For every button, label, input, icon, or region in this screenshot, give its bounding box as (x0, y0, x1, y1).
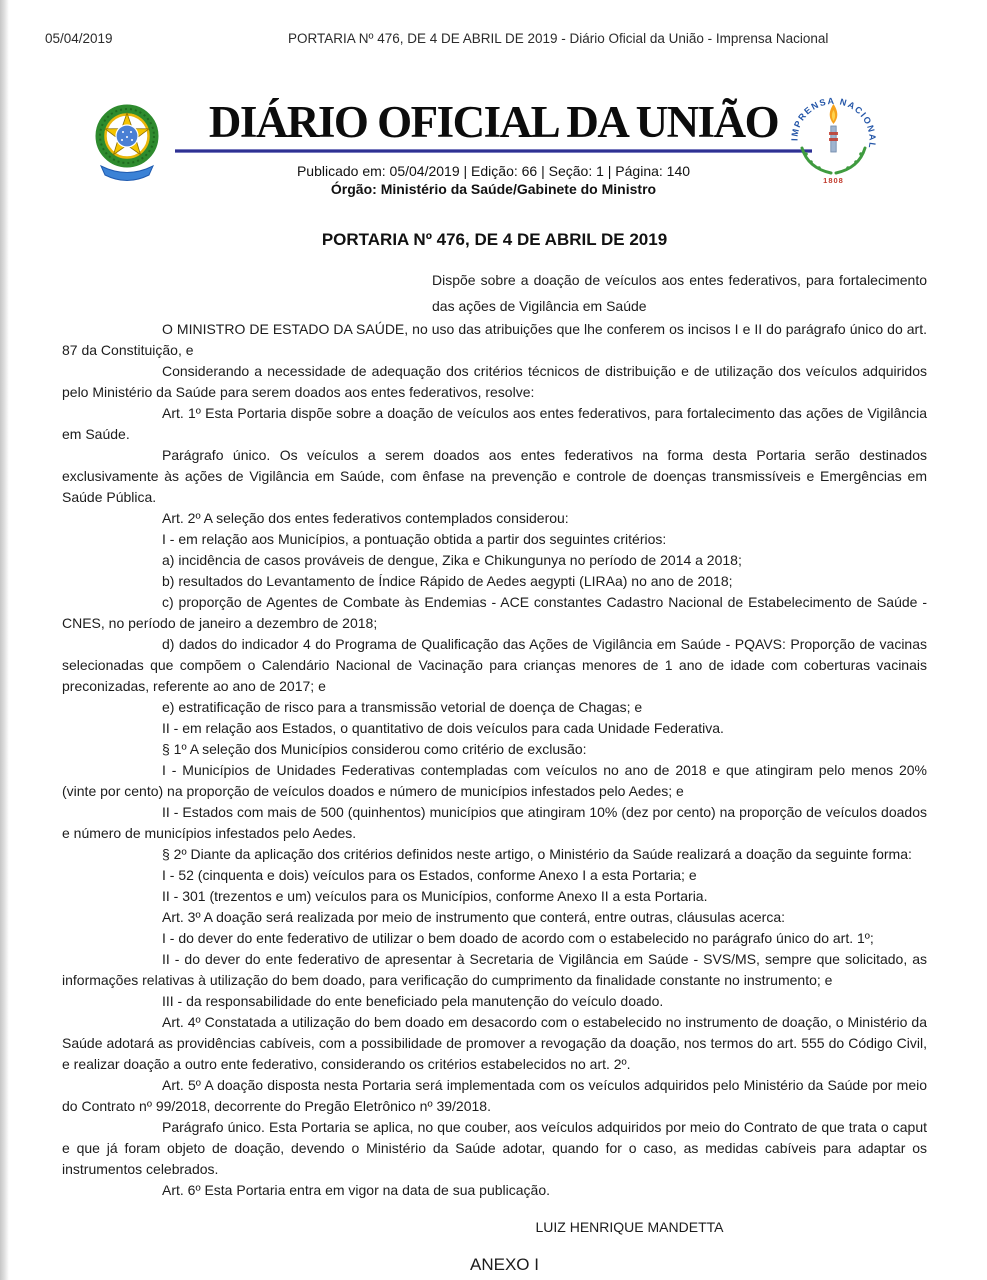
paragraph: Considerando a necessidade de adequação dos critérios técnicos de distribuição e de utilização dos veículos adquiridos pelo Ministério da Saúde para serem doados aos entes federativos, resolve: (62, 363, 927, 400)
publication-info: Publicado em: 05/04/2019 | Edição: 66 | Seção: 1 | Página: 140 (296, 163, 691, 179)
document-content (62, 230, 927, 1275)
paragraph: II - 301 (trezentos e um) veículos para os Municípios, conforme Anexo II a esta Portaria. (162, 888, 708, 904)
paragraph: I - do dever do ente federativo de utilizar o bem doado de acordo com o estabelecido no parágrafo único do art. 1º; (162, 930, 874, 946)
paragraph: III - da responsabilidade do ente beneficiado pela manutenção do veículo doado. (162, 993, 664, 1009)
masthead-rule (175, 149, 812, 153)
paragraph: a) incidência de casos prováveis de dengue, Zika e Chikungunya no período de 2014 a 2018; (162, 552, 742, 568)
paragraph: II - Estados com mais de 500 (quinhentos) municípios que atingiram 10% (dez por cento) na proporção de veículos doados e número de municípios infestados pelo Aedes. (62, 804, 927, 841)
document-body (62, 319, 927, 1201)
paragraph: II - do dever do ente federativo de apresentar à Secretaria de Vigilância em Saúde - SVS/MS, sempre que solicitado, as informações relativas à utilização do bem doado, para verificação do cumprimento da finalidade constante no instrumento; e (62, 951, 927, 988)
paragraph: Parágrafo único. Esta Portaria se aplica, no que couber, aos veículos adquiridos por meio do Contrato de que trata o caput e que já foram objeto de doação, devendo o Ministério da Saúde adotar, quando for o caso, as medidas cabíveis para adaptar os instrumentos celebrados. (62, 1119, 927, 1177)
print-header-title: PORTARIA Nº 476, DE 4 DE ABRIL DE 2019 - Diário Oficial da União - Imprensa Nacional (288, 31, 829, 46)
svg-text:IMPRENSA NACIONAL: IMPRENSA NACIONAL (789, 95, 878, 151)
paragraph: Art. 4º Constatada a utilização do bem doado em desacordo com o estabelecido no instrumento de doação, o Ministério da Saúde adotará as providências cabíveis, com a possibilidade de promover a revogação da doação, nos termos do art. 555 do Código Civil, e realizar doação a outro ente federativo, considerando os critérios estabelecidos no art. 2º. (62, 1014, 927, 1072)
paragraph: Art. 6º Esta Portaria entra em vigor na data de sua publicação. (162, 1182, 550, 1198)
print-header-date: 05/04/2019 (45, 31, 113, 46)
paragraph: O MINISTRO DE ESTADO DA SAÚDE, no uso das atribuições que lhe conferem os incisos I e II do parágrafo único do art. 87 da Constituição, e (62, 321, 927, 358)
print-header (0, 31, 987, 49)
epigraph: Dispõe sobre a doação de veículos aos entes federativos, para fortalecimento das ações de Vigilância em Saúde (432, 272, 927, 314)
paragraph: § 2º Diante da aplicação dos critérios definidos neste artigo, o Ministério da Saúde realizará a doação da seguinte forma: (162, 846, 912, 862)
imprensa-nacional-seal-icon (786, 88, 881, 191)
paragraph: § 1º A seleção dos Municípios considerou como critério de exclusão: (162, 741, 587, 757)
masthead (164, 0, 824, 198)
brazil-coat-of-arms-icon (93, 96, 161, 196)
paragraph: Art. 5º A doação disposta nesta Portaria será implementada com os veículos adquiridos pelo Ministério da Saúde por meio do Contrato nº 99/2018, decorrente do Pregão Eletrônico nº 39/2018. (62, 1077, 927, 1114)
svg-text:1808: 1808 (823, 176, 844, 185)
paragraph: b) resultados do Levantamento de Índice Rápido de Aedes aegypti (LIRAa) no ano de 2018; (162, 573, 733, 589)
document-title: PORTARIA Nº 476, DE 4 DE ABRIL DE 2019 (321, 230, 668, 249)
paragraph: I - em relação aos Municípios, a pontuação obtida a partir dos seguintes critérios: (162, 531, 667, 547)
paragraph: c) proporção de Agentes de Combate às Endemias - ACE constantes Cadastro Nacional de Estabelecimento de Saúde - CNES, no período de janeiro a dezembro de 2018; (62, 594, 927, 631)
paragraph: Art. 1º Esta Portaria dispõe sobre a doação de veículos aos entes federativos, para fortalecimento das ações de Vigilância em Saúde. (62, 405, 927, 442)
masthead-title: DIÁRIO OFICIAL DA UNIÃO (208, 97, 779, 147)
paragraph: e) estratificação de risco para a transmissão vetorial de doença de Chagas; e (162, 699, 643, 715)
organ-info: Órgão: Ministério da Saúde/Gabinete do Ministro (330, 181, 657, 197)
page-edge-shadow (0, 0, 9, 1280)
paragraph: Parágrafo único. Os veículos a serem doados aos entes federativos na forma desta Portaria serão destinados exclusivamente às ações de Vigilância em Saúde, com ênfase na prevenção e controle de doenças transmissíveis e Emergências em Saúde Pública. (62, 447, 927, 505)
paragraph: I - Municípios de Unidades Federativas contempladas com veículos no ano de 2018 e que atingiram pelo menos 20% (vinte por cento) na proporção de veículos doados e número de municípios infestados pelo Aedes; e (62, 762, 927, 799)
paragraph: II - em relação aos Estados, o quantitativo de dois veículos para cada Unidade Federativa. (162, 720, 724, 736)
signature: LUIZ HENRIQUE MANDETTA (535, 1219, 724, 1235)
paragraph: Art. 2º A seleção dos entes federativos contemplados considerou: (162, 510, 569, 526)
annex-title: ANEXO I (470, 1255, 539, 1274)
paragraph: I - 52 (cinquenta e dois) veículos para os Estados, conforme Anexo I a esta Portaria; e (162, 867, 697, 883)
paragraph: d) dados do indicador 4 do Programa de Qualificação das Ações de Vigilância em Saúde - PQAVS: Proporção de vacinas selecionadas que compõem o Calendário Nacional de Vacinação para crianças menores de 1 ano de idade com coberturas vacinais preconizadas, referente ao ano de 2017; e (62, 636, 927, 694)
paragraph: Art. 3º A doação será realizada por meio de instrumento que conterá, entre outras, cláusulas acerca: (162, 909, 786, 925)
